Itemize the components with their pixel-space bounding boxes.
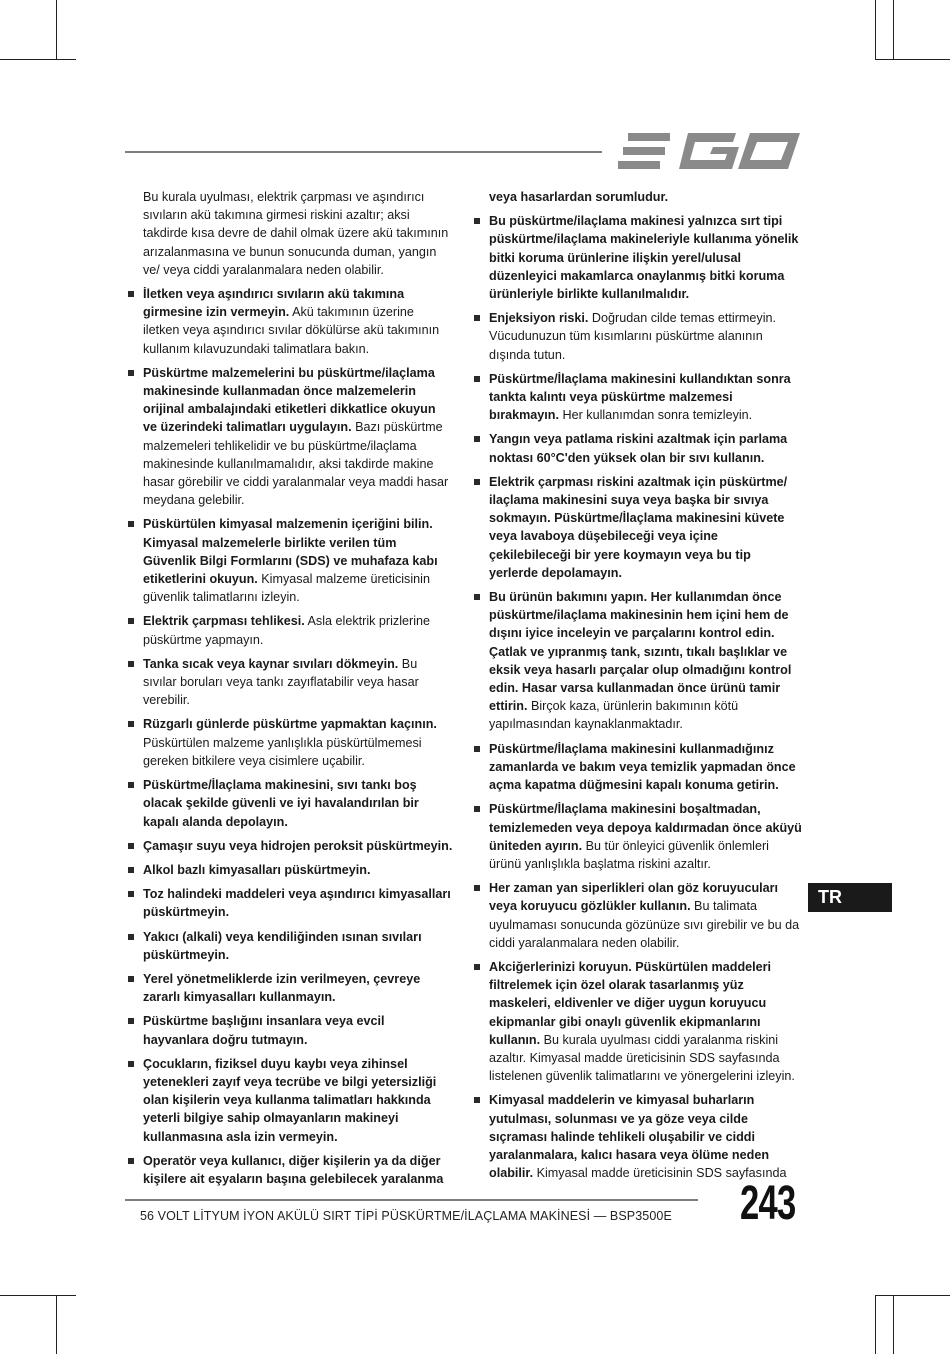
bullet-item [473,473,803,582]
bullet-item [473,588,803,734]
bullet-item [473,958,803,1085]
bullet-item [127,655,453,710]
item-bold-text: Püskürtme malzemelerini bu püskürtme/ilaçlama makinesinde kullanmadan önce malzemelerin orijinal ambalajındaki etiketleri dikkatlice okuyun ve üzerindeki talimatları uygulayın. [143,365,436,435]
square-bullet-icon [474,594,480,600]
square-bullet-icon [128,782,134,788]
square-bullet-icon [128,521,134,527]
bullet-item [127,885,453,921]
crop-mark [875,1295,876,1354]
item-bold-text: Püskürtme/İlaçlama makinesini boşaltmadan, temizlemeden veya depoya kaldırmadan önce aküyü üniteden ayırın. [489,802,802,853]
square-bullet-icon [128,934,134,940]
square-bullet-icon [474,1097,480,1103]
square-bullet-icon [474,746,480,752]
item-bold-text: Operatör veya kullanıcı, diğer kişilerin ya da diğer kişilere ait eşyaların başına gelebilecek yaralanma [143,1153,444,1186]
bullet-item [473,309,803,364]
item-bold-text: Yangın veya patlama riskini azaltmak için parlama noktası 60°C'den yüksek olan bir sıvı kullanın. [489,432,788,465]
square-bullet-icon [474,479,480,485]
square-bullet-icon [128,891,134,897]
item-text: Kimyasal madde üreticisinin SDS sayfasında [533,1166,787,1181]
item-bold-text: Enjeksiyon riski. [489,311,589,326]
item-bold-text: Yakıcı (alkali) veya kendiliğinden ısınan sıvıları püskürtmeyin. [143,929,422,962]
bullet-item [473,800,803,873]
bullet-item [127,715,453,770]
bullet-item [127,1152,453,1188]
bullet-item [127,285,453,358]
bullet-item [473,212,803,303]
crop-mark [56,0,57,60]
continued-paragraph [473,188,803,206]
item-bold-text: Püskürtme başlığını insanlara veya evcil hayvanlara doğru tutmayın. [143,1014,385,1047]
square-bullet-icon [128,867,134,873]
item-text: Birçok kaza, ürünlerin bakımının kötü yapılmasından kaynaklanmaktadır. [489,699,739,732]
item-text: Bazı püskürtme malzemeleri tehlikelidir ve bu püskürtme/ilaçlama makinesinde kullanılmamalıdır, aksi takdirde makine hasar görebilir ve ciddi yaralanmalar veya maddi hasar meydana gelebilir. [143,420,449,508]
item-text: Bu sıvılar boruları veya tankı zayıflatabilir veya hasar verebilir. [143,656,419,708]
square-bullet-icon [474,218,480,224]
item-text: Doğrudan cilde temas ettirmeyin. Vücudunuzun tüm kısımlarını püskürtme alanının dışında tutun. [489,311,776,362]
logo-e-bar-top [628,133,670,141]
page-number: 243 [740,1177,796,1230]
bullet-item [473,370,803,425]
crop-mark [875,0,876,60]
square-bullet-icon [128,1061,134,1067]
bullet-item [473,430,803,466]
square-bullet-icon [474,436,480,442]
item-bold-text: Bu ürünün bakımını yapın. Her kullanımdan önce püskürtme/ilaçlama makinesinin hem içini hem de dışını iyice inceleyin ve parçalarını kontrol edin. Çatlak ve yıpranmış tank, sızıntı, tıkalı başlıklar ve eksik veya hasarlı parçalar olup olmadığını kontrol edin. Hasar varsa kullanmadan önce ürünü tamir ettirin. [489,590,792,714]
square-bullet-icon [128,976,134,982]
item-text: Kimyasal malzeme üreticisinin güvenlik talimatlarını izleyin. [143,572,430,605]
item-bold-text: Her zaman yan siperlikleri olan göz koruyucuları veya koruyucu gözlükler kullanın. [489,881,779,914]
item-bold-text: Çamaşır suyu veya hidrojen peroksit püskürtmeyin. [143,838,453,853]
item-bold-text: Bu püskürtme/ilaçlama makinesi yalnızca sırt tipi püskürtme/ilaçlama makineleriyle kullanıma yönelik bitki koruma ürünlerine ilişkin yerel/ulusal düzenleyici makamlarca onaylanmış bitki koruma ürünleriyle birlikte kullanılmalıdır. [489,214,799,302]
square-bullet-icon [128,1018,134,1024]
bullet-item [127,515,453,606]
item-bold-text: Akciğerlerinizi koruyun. Püskürtülen maddeleri filtrelemek için özel olarak tasarlanmış yüz maskeleri, eldivenler ve diğer uygun koruyucu ekipmanlar gibi onaylı güvenlik ekipmanlarını kullanın. [489,959,772,1047]
ego-logo-graphic [618,131,800,171]
bullet-item [127,861,453,879]
item-bold-text: Rüzgarlı günlerde püskürtme yapmaktan kaçının. [143,717,437,732]
ego-logo [618,131,800,171]
bullet-item [127,364,453,510]
item-text: Asla elektrik prizlerine püskürtme yapmayın. [143,614,431,647]
logo-e-bar-middle [623,147,665,155]
language-tab: TR [808,883,892,912]
bullet-item [473,740,803,795]
item-text: Her kullanımdan sonra temizleyin. [559,408,753,423]
item-bold-text: Tanka sıcak veya kaynar sıvıları dökmeyin. [143,656,399,671]
continued-paragraph [127,188,453,279]
crop-mark [56,1295,57,1354]
item-bold-text: Elektrik çarpması riskini azaltmak için püskürtme/ ilaçlama makinesini suya veya başka bir sıvıya sokmayın. Püskürtme/İlaçlama makinesini küvete veya lavaboya düşebileceği veya içine çekilebileceği bir yere koymayın veya bu tip yerlerde depolamayın. [489,474,788,580]
item-bold-text: Elektrik çarpması tehlikesi. [143,614,305,629]
item-text: Bu talimata uyulmaması sonucunda gözünüze sıvı girebilir ve bu da ciddi yaralanmalara neden olabilir. [489,899,800,950]
crop-mark [893,0,894,60]
logo-o [738,133,800,169]
square-bullet-icon [128,661,134,667]
item-bold-text: Püskürtülen kimyasal malzemenin içeriğini bilin. Kimyasal malzemelerle birlikte verilen tüm Güvenlik Bilgi Formlarını (SDS) ve muhafaza kabı etiketlerini okuyun. [143,517,438,587]
crop-mark [875,1295,950,1296]
item-text: Akü takımının üzerine iletken veya aşındırıcı sıvılar dökülürse akü takımının kullanım kılavuzundaki talimatlara bakın. [143,305,440,356]
item-bold-text: Püskürtme/İlaçlama makinesini kullanmadığınız zamanlarda ve bakım veya temizlik yapmadan önce açma kapatma düğmesini kapalı konuma getirin. [489,741,796,793]
bullet-item [127,928,453,964]
item-bold-text: Yerel yönetmeliklerde izin verilmeyen, çevreye zararlı kimyasalları kullanmayın. [143,971,421,1005]
item-text: Bu kurala uyulması, elektrik çarpması ve aşındırıcı sıvıların akü takımına girmesi riskini azaltır; aksi takdirde kısa devre de dahil olmak üzere akü takımının arızalanmasına ve bunun sonucunda duman, yangın ve/ veya ciddi yaralanmalara neden olabilir. [143,190,449,277]
logo-e-bar-bottom [618,161,660,169]
left-column [127,188,453,1194]
crop-mark [893,1295,894,1354]
square-bullet-icon [474,806,480,812]
item-bold-text: veya hasarlardan sorumludur. [489,190,669,204]
item-text: Bu tür önleyici güvenlik önlemleri ürünü yanlışlıkla başlatma riskini azaltır. [489,838,769,871]
bullet-item [473,1091,803,1182]
item-text: Püskürtülen malzeme yanlışlıkla püskürtülmemesi gereken bitkilere veya cisimlere uçabilir. [143,735,422,768]
item-bold-text: İletken veya aşındırıcı sıvıların akü takımına girmesine izin vermeyin. [143,287,405,320]
square-bullet-icon [474,315,480,321]
square-bullet-icon [128,843,134,849]
square-bullet-icon [474,964,480,970]
bullet-item [127,776,453,831]
crop-mark [0,1295,76,1296]
logo-g [679,133,739,169]
bullet-item [473,879,803,952]
square-bullet-icon [128,618,134,624]
bullet-item [127,1012,453,1048]
right-column [473,188,803,1188]
bullet-item [127,612,453,648]
crop-mark [875,59,950,60]
square-bullet-icon [128,1158,134,1164]
footer-rule [125,1199,698,1201]
item-text: Bu kurala uyulması ciddi yaralanma riskini azaltır. Kimyasal madde üreticisinin SDS sayfasında listelenen güvenlik talimatlarını ve yönergelerini izleyin. [489,1032,795,1084]
item-bold-text: Toz halindeki maddeleri veya aşındırıcı kimyasalları püskürtmeyin. [143,887,451,920]
item-bold-text: Kimyasal maddelerin ve kimyasal buharların yutulması, solunması ve ya göze veya cilde sıçraması halinde tehlikeli oluşabilir ve ciddi yaralanmalara, kalıcı hasara veya ölüme neden olabilir. [489,1093,770,1181]
bullet-item [127,1055,453,1146]
square-bullet-icon [128,370,134,376]
item-bold-text: Alkol bazlı kimyasalları püskürtmeyin. [143,862,371,877]
bullet-item [127,970,453,1006]
crop-mark [0,59,76,60]
footer-title: 56 VOLT LİTYUM İYON AKÜLÜ SIRT TİPİ PÜSKÜRTME/İLAÇLAMA MAKİNESİ — BSP3500E [140,1209,672,1223]
square-bullet-icon [128,721,134,727]
item-bold-text: Çocukların, fiziksel duyu kaybı veya zihinsel yetenekleri zayıf veya tecrübe ve bilgi yetersizliği olan kişilerin veya kullanma talimatları hakkında yeterli bilgiye sahip olmayanların makineyi kullanmasına asla izin vermeyin. [143,1056,437,1144]
item-bold-text: Püskürtme/İlaçlama makinesini, sıvı tankı boş olacak şekilde güvenli ve iyi havalandırılan bir kapalı alanda depolayın. [143,778,419,829]
square-bullet-icon [474,885,480,891]
header-rule [125,151,602,153]
item-bold-text: Püskürtme/İlaçlama makinesini kullandıktan sonra tankta kalıntı veya püskürtme malzemesi bırakmayın. [489,371,791,423]
square-bullet-icon [128,291,134,297]
square-bullet-icon [474,376,480,382]
bullet-item [127,837,453,855]
